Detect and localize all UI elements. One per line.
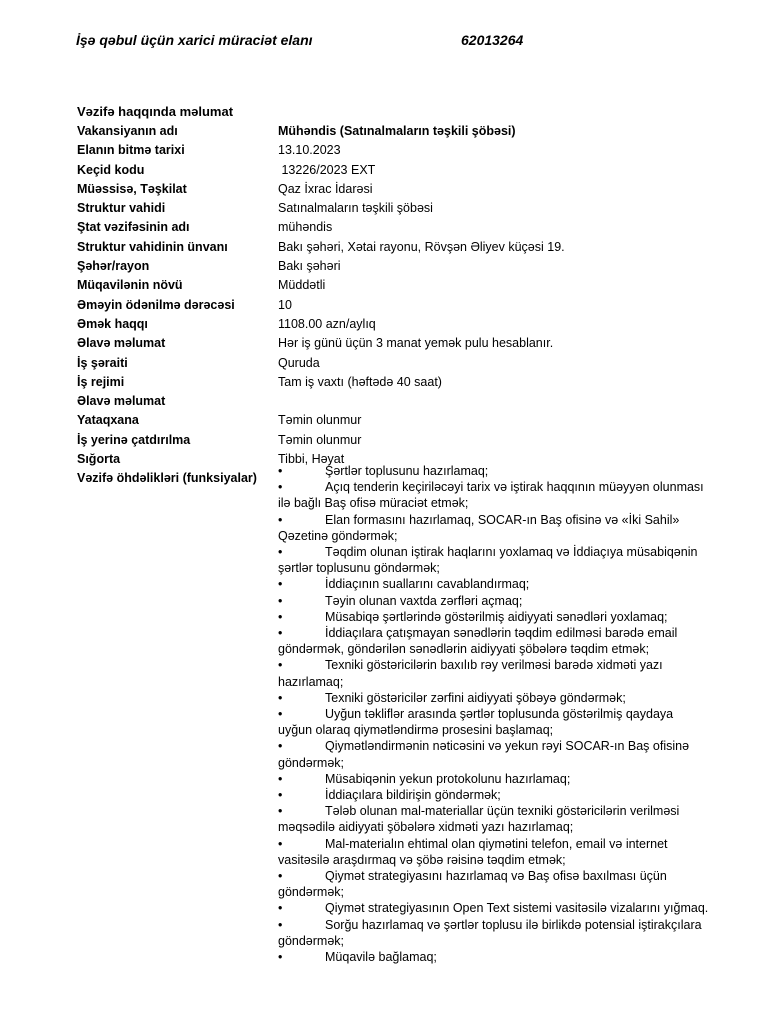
bullet-icon: • (278, 804, 283, 819)
row-value: Quruda (278, 355, 320, 370)
row-value: Müddətli (278, 278, 326, 293)
duty-item (278, 463, 710, 479)
row-value: Mühəndis (Satınalmaların təşkili şöbəsi) (278, 124, 516, 138)
duty-text: İddiaçının suallarını cavablandırmaq; (325, 577, 530, 592)
row-value: Bakı şəhəri (278, 259, 341, 274)
duty-item (278, 609, 710, 625)
row-label: Əmək haqqı (77, 316, 148, 331)
duty-text: İddiaçılara bildirişin göndərmək; (325, 788, 501, 803)
row-label: Struktur vahidinin ünvanı (77, 239, 228, 254)
info-row (77, 354, 757, 373)
bullet-icon: • (278, 771, 283, 786)
row-label: Yataqxana (77, 413, 139, 428)
duties-list (278, 463, 710, 965)
duty-item (278, 868, 710, 900)
duty-text: Qiymətləndirmənin nəticəsini və yekun rəyi SOCAR-ın Baş ofisinə göndərmək; (278, 739, 690, 770)
bullet-icon: • (278, 901, 283, 916)
row-label: Vəzifə öhdəlikləri (funksiyalar) (77, 471, 257, 486)
row-value: 13226/2023 EXT (278, 162, 376, 177)
row-label: Vakansiyanın adı (77, 124, 178, 138)
info-row (77, 431, 757, 450)
row-value: Tibbi, Həyat (278, 452, 345, 467)
info-row (77, 199, 757, 218)
duty-text: Mal-materialın ehtimal olan qiymətini telefon, email və internet vasitəsilə araşdırmaq və şöbə rəisinə təqdim etmək; (278, 836, 668, 867)
duty-item (278, 803, 710, 835)
bullet-icon: • (278, 690, 283, 705)
info-row (77, 161, 757, 180)
info-row (77, 296, 757, 315)
bullet-icon: • (278, 512, 283, 527)
duty-item (278, 544, 710, 576)
info-row (77, 334, 757, 353)
duty-item (278, 706, 710, 738)
bullet-icon: • (278, 917, 283, 932)
info-row (77, 238, 757, 257)
info-row (77, 218, 757, 237)
bullet-icon: • (278, 836, 283, 851)
document-title: İşə qəbul üçün xarici müraciət elanı (76, 32, 313, 48)
row-label: İş yerinə çatdırılma (77, 432, 191, 447)
duty-text: Tələb olunan mal-materiallar üçün texniki göstəricilərin verilməsi məqsədilə aidiyyati şöbələrə xidməti yazı hazırlamaq; (278, 804, 680, 835)
bullet-icon: • (278, 950, 283, 965)
bullet-icon: • (278, 545, 283, 560)
section-title: Vəzifə haqqında məlumat (77, 104, 234, 119)
duty-item (278, 738, 710, 770)
row-label: Keçid kodu (77, 162, 145, 177)
bullet-icon: • (278, 869, 283, 884)
duty-item (278, 576, 710, 592)
row-label: Elanın bitmə tarixi (77, 143, 185, 158)
duty-text: Müqavilə bağlamaq; (325, 950, 437, 965)
duty-item (278, 917, 710, 949)
duty-item (278, 479, 710, 511)
duty-text: Uyğun təkliflər arasında şərtlər toplusunda göstərilmiş qaydaya uyğun olaraq qiymətləndirmə prosesini başlamaq; (278, 707, 674, 738)
bullet-icon: • (278, 464, 283, 478)
row-value: Təmin olunmur (278, 413, 362, 428)
row-label: İş şəraiti (77, 355, 128, 370)
row-value: Təmin olunmur (278, 432, 362, 447)
row-label: Struktur vahidi (77, 201, 166, 216)
row-label: Əlavə məlumat (77, 394, 166, 409)
row-value: 13.10.2023 (278, 143, 341, 158)
row-value: Hər iş günü üçün 3 manat yemək pulu hesablanır. (278, 336, 554, 351)
duty-text: Müsabiqənin yekun protokolunu hazırlamaq; (325, 771, 571, 786)
row-value: Bakı şəhəri, Xətai rayonu, Rövşən Əliyev küçəsi 19. (278, 239, 565, 254)
row-value: 1108.00 azn/aylıq (278, 316, 376, 331)
duty-text: Sorğu hazırlamaq və şərtlər toplusu ilə birlikdə potensial iştirakçılara göndərmək; (278, 917, 702, 948)
duty-item (278, 900, 710, 916)
row-value: mühəndis (278, 220, 333, 235)
info-row (77, 141, 757, 160)
info-row (77, 392, 757, 411)
duty-text: Müsabiqə şərtlərində göstərilmiş aidiyyati sənədləri yoxlamaq; (325, 609, 668, 624)
info-row (77, 373, 757, 392)
row-value: 10 (278, 297, 292, 312)
document-number: 62013264 (461, 32, 524, 48)
duty-text: Qiymət strategiyasının Open Text sistemi vasitəsilə vizalarını yığmaq. (325, 901, 709, 916)
bullet-icon: • (278, 788, 283, 803)
duty-text: Qiymət strategiyasını hazırlamaq və Baş ofisə baxılması üçün göndərmək; (278, 869, 667, 900)
info-row (77, 180, 757, 199)
duty-item (278, 949, 710, 965)
duty-text: Texniki göstəricilər zərfini aidiyyati şöbəyə göndərmək; (325, 690, 626, 705)
bullet-icon: • (278, 480, 283, 495)
bullet-icon: • (278, 658, 283, 673)
duty-text: Açıq tenderin keçiriləcəyi tarix və iştirak haqqının müəyyən olunması ilə bağlı Baş ofisə müraciət etmək; (278, 480, 704, 511)
bullet-icon: • (278, 626, 283, 641)
duty-item (278, 625, 710, 657)
duty-text: Təyin olunan vaxtda zərfləri açmaq; (325, 593, 523, 608)
info-row (77, 315, 757, 334)
row-label: Müqavilənin növü (77, 278, 183, 293)
bullet-icon: • (278, 577, 283, 592)
row-label: Müəssisə, Təşkilat (77, 181, 187, 196)
bullet-icon: • (278, 609, 283, 624)
duty-item (278, 512, 710, 544)
duty-item (278, 787, 710, 803)
row-value: Qaz İxrac İdarəsi (278, 181, 373, 196)
info-row (77, 122, 757, 141)
row-label: İş rejimi (77, 374, 125, 389)
row-label: Əlavə məlumat (77, 336, 166, 351)
info-table (77, 122, 757, 489)
row-label: Ştat vəzifəsinin adı (77, 220, 190, 235)
bullet-icon: • (278, 707, 283, 722)
duty-item (278, 836, 710, 868)
duty-text: Təqdim olunan iştirak haqlarını yoxlamaq və İddiaçıya müsabiqənin şərtlər toplusunu göndərmək; (278, 545, 698, 576)
row-value: Tam iş vaxtı (həftədə 40 saat) (278, 374, 442, 389)
duty-text: İddiaçılara çatışmayan sənədlərin təqdim edilməsi barədə email göndərmək, göndərilən sənədlərin aidiyyati şöbələrə təqdim etmək; (278, 626, 678, 657)
duty-text: Şərtlər toplusunu hazırlamaq; (325, 464, 489, 478)
row-label: Sığorta (77, 452, 121, 467)
duty-item (278, 771, 710, 787)
duty-text: Texniki göstəricilərin baxılıb rəy verilməsi barədə xidməti yazı hazırlamaq; (278, 658, 663, 689)
duty-item (278, 690, 710, 706)
info-row (77, 411, 757, 430)
duty-text: Elan formasını hazırlamaq, SOCAR-ın Baş ofisinə və «İki Sahil» Qəzetinə göndərmək; (278, 512, 680, 543)
row-label: Şəhər/rayon (77, 259, 150, 274)
duty-item (278, 657, 710, 689)
info-row (77, 276, 757, 295)
bullet-icon: • (278, 593, 283, 608)
info-row (77, 257, 757, 276)
row-label: Əməyin ödənilmə dərəcəsi (77, 297, 235, 312)
duty-item (278, 593, 710, 609)
bullet-icon: • (278, 739, 283, 754)
row-value: Satınalmaların təşkili şöbəsi (278, 201, 433, 216)
